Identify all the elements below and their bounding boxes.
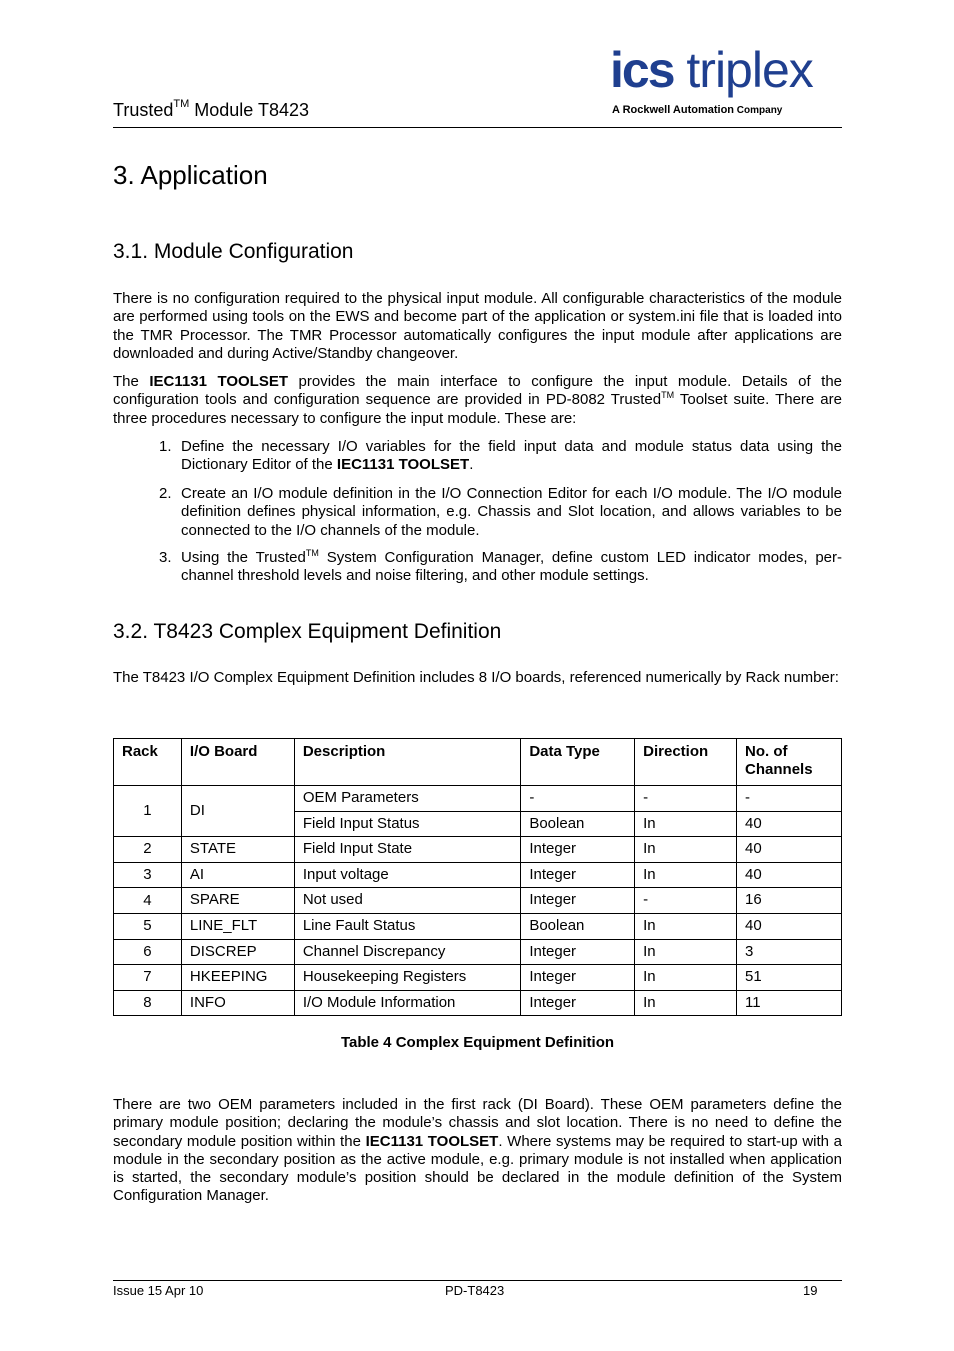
logo-tagline-company: Company [734,105,783,116]
cell-rack: 2 [114,837,182,863]
cell-channels: 40 [737,862,842,888]
cell-channels: - [737,786,842,812]
cell-board: LINE_FLT [181,913,294,939]
cell-direction: In [635,990,737,1016]
cell-description: Input voltage [294,862,521,888]
logo-wordmark [610,40,813,100]
toolset-name: IEC1131 TOOLSET [149,373,289,390]
header-no-of-channels: No. of Channels [737,739,842,786]
table-caption: Table 4 Complex Equipment Definition [340,1034,615,1051]
header-io-board: I/O Board [181,739,294,786]
cell-data-type: Integer [521,837,635,863]
cell-description: Not used [294,888,521,914]
cell-direction: In [635,811,737,837]
table-row [114,862,842,888]
paragraph-oem-parameters [113,1096,842,1206]
section-title: 3. Application [113,160,268,190]
toolset-name: IEC1131 TOOLSET [365,1132,499,1150]
table-row [114,837,842,863]
cell-data-type: Integer [521,888,635,914]
cell-data-type: Integer [521,862,635,888]
header-module-text: Module T8423 [189,100,310,120]
text: There are two OEM parameters included in the first rack (DI Board). These OEM parameters define the primary module position; declaring the module’s chassis and slot location. There is no need to define the secondary module position within the [113,1096,842,1150]
cell-data-type: - [521,786,635,812]
cell-board: AI [181,862,294,888]
table-header-row [114,739,842,786]
cell-description: I/O Module Information [294,990,521,1016]
cell-board: DISCREP [181,939,294,965]
cell-rack: 5 [114,913,182,939]
cell-direction: In [635,965,737,991]
cell-direction: In [635,913,737,939]
list-item-1 [181,438,842,475]
list-item-2: Create an I/O module definition in the I/O Connection Editor for each I/O module. The I/O module definition defines physical information, e.g. Chassis and Slot location, and allows variables to be connected to the I/O channels of the module. [181,485,842,539]
cell-data-type: Integer [521,939,635,965]
list-number-1: 1. [159,438,172,455]
header-description: Description [294,739,521,786]
paragraph-no-configuration: There is no configuration required to the physical input module. All configurable characteristics of the module are performed using tools on the EWS and become part of the application or system.ini file that is loaded into the TMR Processor. The TMR Processor automatically configures the input module after applications are downloaded and during Active/Standby changeover. [113,290,842,362]
cell-direction: In [635,939,737,965]
table-row [114,965,842,991]
paragraph-toolset [113,373,842,428]
trademark-sup: TM [173,98,190,110]
cell-board: STATE [181,837,294,863]
header-direction: Direction [635,739,737,786]
cell-rack: 6 [114,939,182,965]
header-title [113,100,309,121]
header-divider [113,127,842,128]
subsection-complex-equipment-definition: 3.2. T8423 Complex Equipment Definition [113,620,502,643]
cell-rack: 7 [114,965,182,991]
footer-issue: Issue 15 Apr 10 [113,1283,204,1298]
cell-description: Field Input State [294,837,521,863]
ics-triplex-logo [610,44,842,120]
header-rack: Rack [114,739,182,786]
list-number-3: 3. [159,549,172,566]
cell-rack: 4 [114,888,182,914]
cell-board: INFO [181,990,294,1016]
text: System Configuration Manager, define custom LED indicator modes, per-channel threshold levels and noise filtering, and other module settings. [181,549,842,585]
trademark-sup: TM [661,390,675,401]
cell-description: Channel Discrepancy [294,939,521,965]
cell-direction: - [635,888,737,914]
logo-tagline-bold: A Rockwell Automation [612,104,735,116]
header-data-type: Data Type [521,739,635,786]
cell-rack: 3 [114,862,182,888]
footer-document-id: PD-T8423 [445,1283,505,1298]
cell-description: Housekeeping Registers [294,965,521,991]
cell-channels: 11 [737,990,842,1016]
text: Define the necessary I/O variables for the field input data and module status data using the Dictionary Editor of the [181,438,842,474]
cell-channels: 40 [737,811,842,837]
footer-page-number: 19 [803,1283,818,1298]
logo-tagline [612,104,782,116]
footer-divider [113,1280,842,1281]
text: Using the Trusted [181,549,306,566]
cell-board: SPARE [181,888,294,914]
logo-ics: ics [610,42,674,98]
cell-channels: 40 [737,913,842,939]
text: . Where systems may be required to start-up with a module in the secondary position as the active module, e.g. primary module is not installed when application is started, the secondary module’s position should be declared in the module definition of the System Configuration Manager. [113,1132,842,1205]
cell-channels: 3 [737,939,842,965]
paragraph-t8423-definition: The T8423 I/O Complex Equipment Definition includes 8 I/O boards, referenced numerically by Rack number: [113,669,839,686]
list-number-2: 2. [159,485,172,502]
toolset-name: IEC1131 TOOLSET [336,456,470,474]
cell-channels: 51 [737,965,842,991]
subsection-module-configuration: 3.1. Module Configuration [113,240,354,263]
cell-description: OEM Parameters [294,786,521,812]
list-item-3 [181,549,842,586]
complex-equipment-table [113,738,842,1016]
table-row [114,888,842,914]
text: Toolset suite. There are three procedures necessary to configure the input module. These are: [113,391,842,427]
cell-data-type: Boolean [521,811,635,837]
cell-data-type: Boolean [521,913,635,939]
cell-data-type: Integer [521,990,635,1016]
header-title-text: Trusted [113,100,174,120]
cell-data-type: Integer [521,965,635,991]
cell-direction: - [635,786,737,812]
cell-rack: 8 [114,990,182,1016]
text: . [469,456,474,474]
cell-rack: 1 [114,786,182,837]
trademark-sup: TM [305,548,319,558]
cell-description: Line Fault Status [294,913,521,939]
cell-channels: 40 [737,837,842,863]
cell-direction: In [635,862,737,888]
table-row [114,939,842,965]
table-row [114,913,842,939]
cell-board: DI [181,786,294,837]
cell-description: Field Input Status [294,811,521,837]
text: provides the main interface to configure the input module. Details of the configuration tools and configuration sequence are provided in PD-8082 Trusted [113,373,843,409]
logo-triplex: triplex [673,42,813,98]
text: The [113,373,150,390]
table-row [114,786,842,812]
cell-direction: In [635,837,737,863]
table-row [114,990,842,1016]
cell-channels: 16 [737,888,842,914]
cell-board: HKEEPING [181,965,294,991]
